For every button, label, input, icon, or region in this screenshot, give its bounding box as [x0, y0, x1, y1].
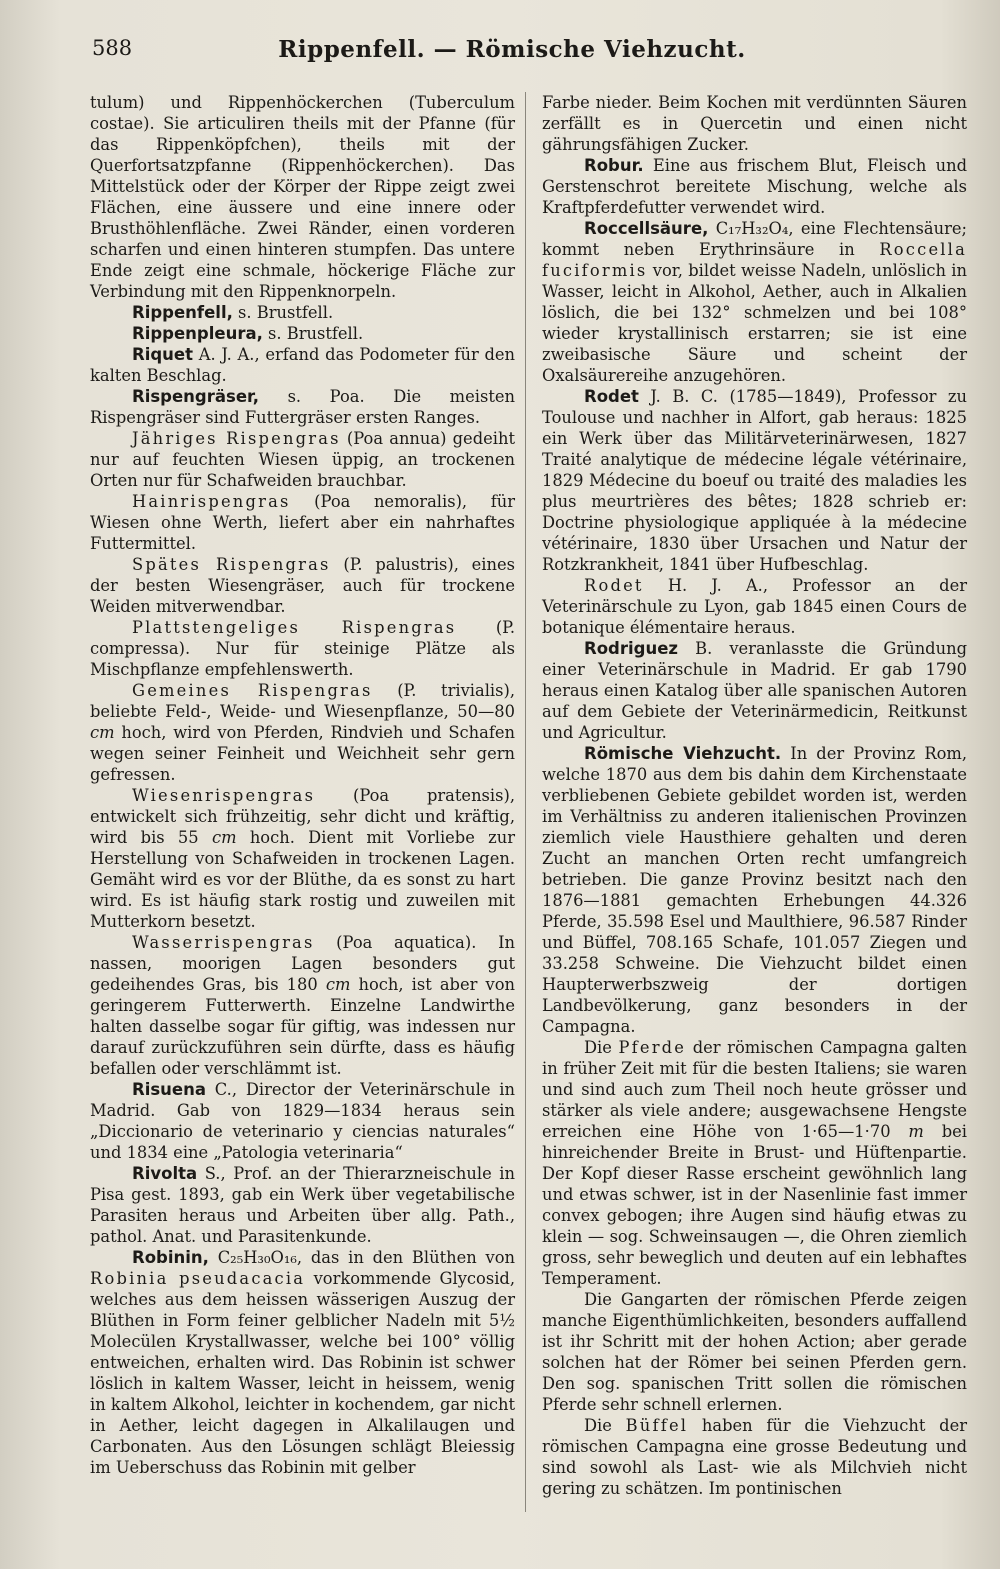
- entry-risuena: [90, 1079, 515, 1163]
- unit: cm: [325, 975, 351, 994]
- unit: m: [908, 1122, 924, 1141]
- entry-text: s. Brustfell.: [232, 303, 334, 322]
- entry-text: (P. palustris), eines der besten Wiesengräser, auch für trockene Weiden mitverwendbar.: [90, 555, 515, 616]
- entry-text: der römischen Campagna galten in früher Zeit mit für die besten Italiens; sie waren und sind auch zum Theil noch heute grösser und stärker als viele andere; ausgewachsene Hengste erreichen eine Höhe von 1·65—1·70: [542, 1038, 967, 1141]
- paragraph-bueffel: [542, 1415, 967, 1499]
- subentry-jaehriges: [90, 428, 515, 491]
- species-name: Gemeines Rispengras: [132, 681, 373, 700]
- species-name: Robinia pseudacacia: [90, 1269, 306, 1288]
- page-number: 588: [92, 36, 133, 60]
- entry-text: s. Brustfell.: [262, 324, 364, 343]
- subentry-plattstengeliges: [90, 617, 515, 680]
- running-title: Rippenfell. — Römische Viehzucht.: [278, 36, 746, 63]
- species-name: Roccella fuciformis: [542, 240, 967, 280]
- entry-text: das in den Blüthen von: [302, 1248, 515, 1267]
- entry-roccellsaeure: [542, 218, 967, 386]
- person-name: Rodet: [584, 576, 644, 595]
- headword: Risuena: [132, 1080, 207, 1099]
- paragraph-rippen-description: tulum) und Rippenhöckerchen (Tuberculum costae). Sie articuliren theils mit der Pfanne (für das Rippenköpfchen), theils mit der Querfortsatzpfanne (Rippenhöckerchen). Das Mittelstück oder der Körper der Rippe zeigt zwei Flächen, eine äussere und eine innere oder Brusthöhlenfläche. Zwei Ränder, einen vorderen scharfen und einen hinteren stumpfen. Das untere Ende zeigt eine schmale, höckerige Fläche zur Verbindung mit den Rippenknorpeln.: [90, 93, 515, 301]
- headword: Rispengräser,: [132, 387, 260, 406]
- species-name: Jähriges Rispengras: [132, 429, 341, 448]
- spaced-term: Pferde: [618, 1038, 687, 1057]
- entry-text: B. veranlasste die Gründung einer Veterinärschule in Madrid. Er gab 1790 heraus einen Katalog über alle spanischen Autoren auf dem Gebiete der Veterinärmedicin, Reitkunst und Agricultur.: [542, 639, 967, 742]
- entry-text: S., Prof. an der Thierarzneischule in Pisa gest. 1893, gab ein Werk über vegetabilische Parasiten heraus und Arbeiten über allg. Path., pathol. Anat. und Parasitenkunde.: [90, 1164, 515, 1246]
- subentry-hain: [90, 491, 515, 554]
- chemical-formula: C₂₅H₃₀O₁₆,: [208, 1248, 303, 1267]
- entry-rivolta: [90, 1163, 515, 1247]
- species-name: Hainrispengras: [132, 492, 291, 511]
- entry-rippenpleura: [90, 323, 515, 344]
- entry-text: C., Director der Veterinärschule in Madrid. Gab von 1829—1834 heraus sein „Diccionario de veterinario y ciencias naturales“ und 1834 eine „Patologia veterinaria“: [90, 1080, 515, 1162]
- entry-text: haben für die Viehzucht der römischen Campagna eine grosse Bedeutung und sind sowohl als Last- wie als Milchvieh nicht gering zu schätzen. Im pontinischen: [542, 1416, 967, 1498]
- entry-text: eine Flechtensäure; kommt neben Erythrinsäure in: [542, 219, 967, 259]
- entry-text: vor, bildet weisse Nadeln, unlöslich in Wasser, leicht in Alkohol, Aether, auch in Alkalien löslich, die bei 132° schmelzen und bei 108° wieder krystallinisch erstarren; sie ist eine zweibasische Säure und scheint der Oxalsäurereihe anzugehören.: [542, 261, 967, 385]
- paragraph-pferde: [542, 1037, 967, 1289]
- species-name: Plattstengeliges Rispengras: [132, 618, 457, 637]
- chemical-formula: C₁₇H₃₂O₄,: [708, 219, 794, 238]
- column-divider: [525, 92, 526, 1512]
- entry-text: (P. compressa). Nur für steinige Plätze als Mischpflanze empfehlenswerth.: [90, 618, 515, 679]
- headword: Roccellsäure,: [584, 219, 709, 238]
- species-name: Spätes Rispengras: [132, 555, 331, 574]
- right-column: [542, 92, 967, 1499]
- entry-text: Die: [584, 1038, 619, 1057]
- species-name: Wasserrispengras: [132, 933, 315, 952]
- headword: Riquet: [132, 345, 193, 364]
- entry-rippenfell: [90, 302, 515, 323]
- entry-text: (Poa nemoralis), für Wiesen ohne Werth, liefert aber ein nahrhaftes Futtermittel.: [90, 492, 515, 553]
- paragraph-robinin-continued: Farbe nieder. Beim Kochen mit verdünnten Säuren zerfällt es in Quercetin und einen nicht gährungsfähigen Zucker.: [542, 93, 967, 154]
- entry-rodriguez: [542, 638, 967, 743]
- subentry-spaetes: [90, 554, 515, 617]
- paragraph-gangarten: Die Gangarten der römischen Pferde zeigen manche Eigenthümlichkeiten, besonders auffallend ist ihr Schritt mit der hohen Action; aber gerade solchen hat der Römer bei seinen Pferden gern. Den sog. spanischen Tritt sollen die römischen Pferde sehr schnell erlernen.: [542, 1290, 967, 1414]
- entry-text: Eine aus frischem Blut, Fleisch und Gerstenschrot bereitete Mischung, welche als Kraftpferdefutter verwendet wird.: [542, 156, 967, 217]
- spaced-term: Büffel: [625, 1416, 689, 1435]
- entry-text: hoch, ist aber von geringerem Futterwerth. Einzelne Landwirthe halten dasselbe sogar für giftig, was indessen nur darauf zurückzuführen sein dürfte, dass es häufig befallen oder verschlämmt ist.: [90, 975, 515, 1078]
- entry-robinin: [90, 1247, 515, 1478]
- headword: Rodet: [584, 387, 639, 406]
- subentry-gemeines: [90, 680, 515, 785]
- entry-text: (Poa annua) gedeiht nur auf feuchten Wiesen üppig, an trockenen Orten nur für Schafweiden brauchbar.: [90, 429, 515, 490]
- entry-text: (Poa pratensis), entwickelt sich frühzeitig, sehr dicht und kräftig, wird bis 55: [90, 786, 515, 847]
- headword: Rivolta: [132, 1164, 198, 1183]
- subentry-wiesen: [90, 785, 515, 932]
- unit: cm: [211, 828, 237, 847]
- entry-robur: [542, 155, 967, 218]
- entry-text: bei hinreichender Breite in Brust- und Hüftenpartie. Der Kopf dieser Rasse erscheint gewöhnlich lang und etwas schwer, ist in der Nasenlinie fast immer convex gebogen; ihre Augen sind häufig etwas zu klein — sog. Schweinsaugen —, die Ohren ziemlich gross, sehr beweglich und deuten auf ein lebhaftes Temperament.: [542, 1122, 967, 1288]
- entry-text: A. J. A., erfand das Podometer für den kalten Beschlag.: [90, 345, 515, 385]
- entry-text: H. J. A., Professor an der Veterinärschule zu Lyon, gab 1845 einen Cours de botanique élémentaire heraus.: [542, 576, 967, 637]
- headword: Robinin,: [132, 1248, 209, 1267]
- entry-text: hoch. Dient mit Vorliebe zur Herstellung von Schafweiden in trockenen Lagen. Gemäht wird es vor der Blüthe, da es sonst zu hart wird. Es ist häufig stark rostig und zuweilen mit Mutterkorn besetzt.: [90, 828, 515, 931]
- headword: Rippenfell,: [132, 303, 233, 322]
- headword: Robur.: [584, 156, 644, 175]
- entry-text: hoch, wird von Pferden, Rindvieh und Schafen wegen seiner Feinheit und Weichheit sehr gern gefressen.: [90, 723, 515, 784]
- headword: Rippenpleura,: [132, 324, 263, 343]
- entry-text: vorkommende Glycosid, welches aus dem heissen wässerigen Auszug der Blüthen in Form feiner gelblicher Nadeln mit 5½ Molecülen Krystallwasser, welche bei 100° völlig entweichen, erhalten wird. Das Robinin ist schwer löslich in kaltem Wasser, leicht in heissem, wenig in kaltem Alkohol, leichter in kochendem, gar nicht in Aether, leicht dagegen in Alkalilaugen und Carbonaten. Aus den Lösungen schlägt Bleiessig im Ueberschuss das Robinin mit gelber: [90, 1269, 515, 1477]
- entry-text: (Poa aquatica). In nassen, moorigen Lagen besonders gut gedeihendes Gras, bis 180: [90, 933, 515, 994]
- entry-roemische-viehzucht: [542, 743, 967, 1037]
- entry-text: s. Poa. Die meisten Rispengräser sind Futtergräser ersten Ranges.: [90, 387, 515, 427]
- entry-text: J. B. C. (1785—1849), Professor zu Toulouse und nachher in Alfort, gab heraus: 1825 ein Werk über das Militärveterinärwesen, 1827 Traité analytique de médecine légale vétérinaire, 1829 Médecine du boeuf ou traité des maladies les plus meurtrières des bêtes; 1828 schrieb er: Doctrine physiologique appliquée à la médecine vétérinaire, 1830 über Ursachen und Natur der Rotzkrankheit, 1841 über Hufbeschlag.: [542, 387, 967, 574]
- headword: Rodriguez: [584, 639, 678, 658]
- entry-rodet-jbc: [542, 386, 967, 575]
- entry-text: Die: [584, 1416, 626, 1435]
- species-name: Wiesenrispengras: [132, 786, 316, 805]
- entry-text: (P. trivialis), beliebte Feld-, Weide- und Wiesenpflanze, 50—80: [90, 681, 515, 721]
- unit: cm: [90, 723, 115, 742]
- page-header: [92, 36, 972, 66]
- entry-rodet-hja: [542, 575, 967, 638]
- entry-text: In der Provinz Rom, welche 1870 aus dem bis dahin dem Kirchenstaate verbliebenen Gebiete gebildet worden ist, werden im Verhältniss zu anderen italienischen Provinzen ziemlich viele Hausthiere gehalten und deren Zucht an manchen Orten recht umfangreich betrieben. Die ganze Provinz besitzt nach den 1876—1881 gemachten Erhebungen 44.326 Pferde, 35.598 Esel und Maulthiere, 96.587 Rinder und Büffel, 708.165 Schafe, 101.057 Ziegen und 33.258 Schweine. Die Viehzucht bildet einen Haupterwerbszweig der dortigen Landbevölkerung, ganz besonders in der Campagna.: [542, 744, 967, 1036]
- subentry-wasser: [90, 932, 515, 1079]
- entry-riquet: [90, 344, 515, 386]
- entry-rispengraeser: [90, 386, 515, 428]
- headword: Römische Viehzucht.: [584, 744, 782, 763]
- left-column: [90, 92, 515, 1478]
